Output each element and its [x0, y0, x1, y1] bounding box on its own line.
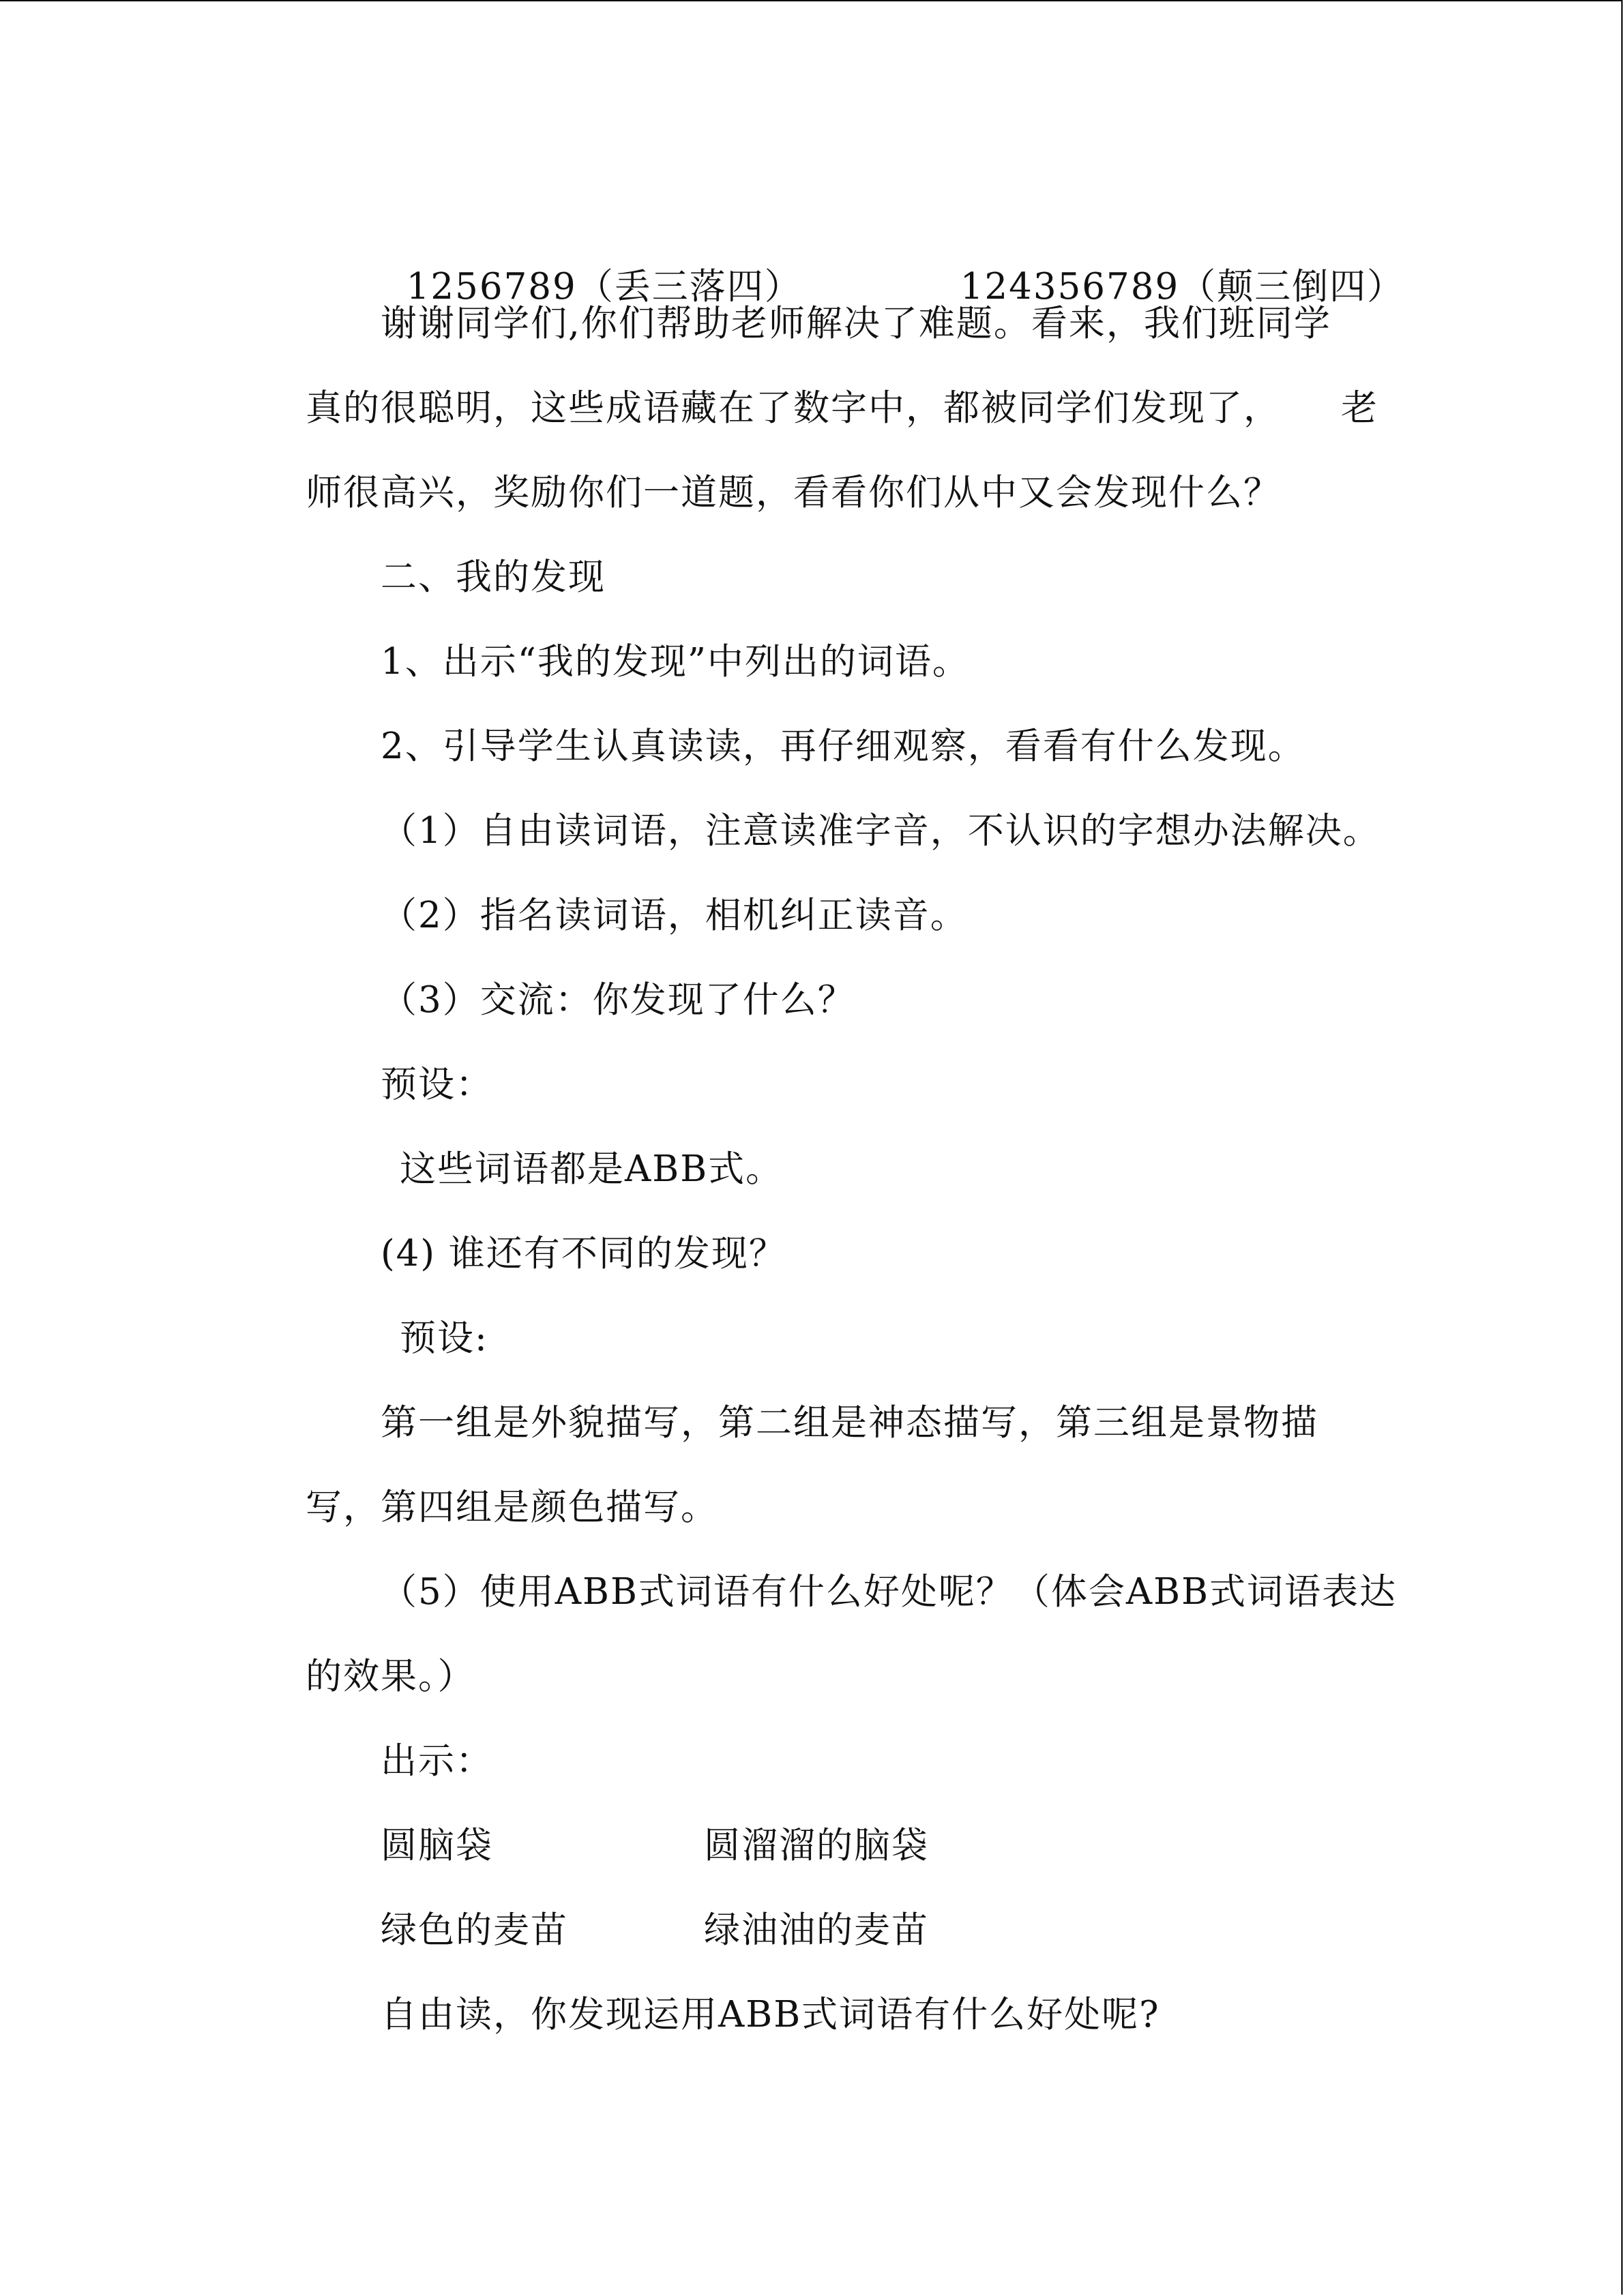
paragraph-line: 真的很聪明，这些成语藏在了数字中，都被同学们发现了， — [306, 387, 1281, 429]
preset-answer: 这些词语都是ABB式。 — [400, 1148, 784, 1190]
word-pair-left: 绿色的麦苗 — [381, 1909, 568, 1951]
step-line: 2、引导学生认真读读，再仔细观察，看看有什么发现。 — [381, 726, 1305, 767]
text-line-idiom-numbers-2 — [934, 215, 1404, 311]
step-line: （1）自由读词语，注意读准字音，不认识的字想办法解决。 — [381, 810, 1381, 852]
section-heading: 二、我的发现 — [381, 556, 606, 598]
question-line: 自由读，你发现运用ABB式词语有什么好处呢? — [381, 1994, 1160, 2036]
step-line: （3）交流：你发现了什么？ — [381, 979, 855, 1021]
paragraph-line-end: 老 — [1341, 387, 1378, 429]
text-line-idiom-numbers — [381, 215, 802, 311]
paragraph-line: 第一组是外貌描写，第二组是神态描写，第三组是景物描 — [381, 1402, 1318, 1444]
step-line: (4) 谁还有不同的发现？ — [381, 1233, 786, 1274]
word-pair-right: 圆溜溜的脑袋 — [704, 1825, 929, 1866]
paragraph-line: 写，第四组是颜色描写。 — [306, 1487, 718, 1528]
step-line: （2）指名读词语，相机纠正读音。 — [381, 895, 968, 936]
idiom-1: 1256789（丢三落四） — [406, 266, 802, 308]
step-line: 1、出示“我的发现”中列出的词语。 — [381, 641, 970, 683]
idiom-2: 124356789（颠三倒四） — [960, 266, 1405, 308]
paragraph-line: 的效果。） — [306, 1656, 475, 1697]
preset-label: 预设: — [400, 1317, 488, 1359]
word-pair-left: 圆脑袋 — [381, 1825, 493, 1866]
step-line: （5）使用ABB式词语有什么好处呢？（体会ABB式词语表达 — [381, 1571, 1398, 1613]
paragraph-line: 谢谢同学们,你们帮助老师解决了难题。看来，我们班同学 — [381, 303, 1331, 344]
word-pair-right: 绿油油的麦苗 — [704, 1909, 929, 1951]
preset-label: 预设： — [381, 1064, 493, 1105]
paragraph-line: 师很高兴，奖励你们一道题，看看你们从中又会发现什么？ — [306, 472, 1281, 513]
show-label: 出示： — [381, 1740, 493, 1782]
